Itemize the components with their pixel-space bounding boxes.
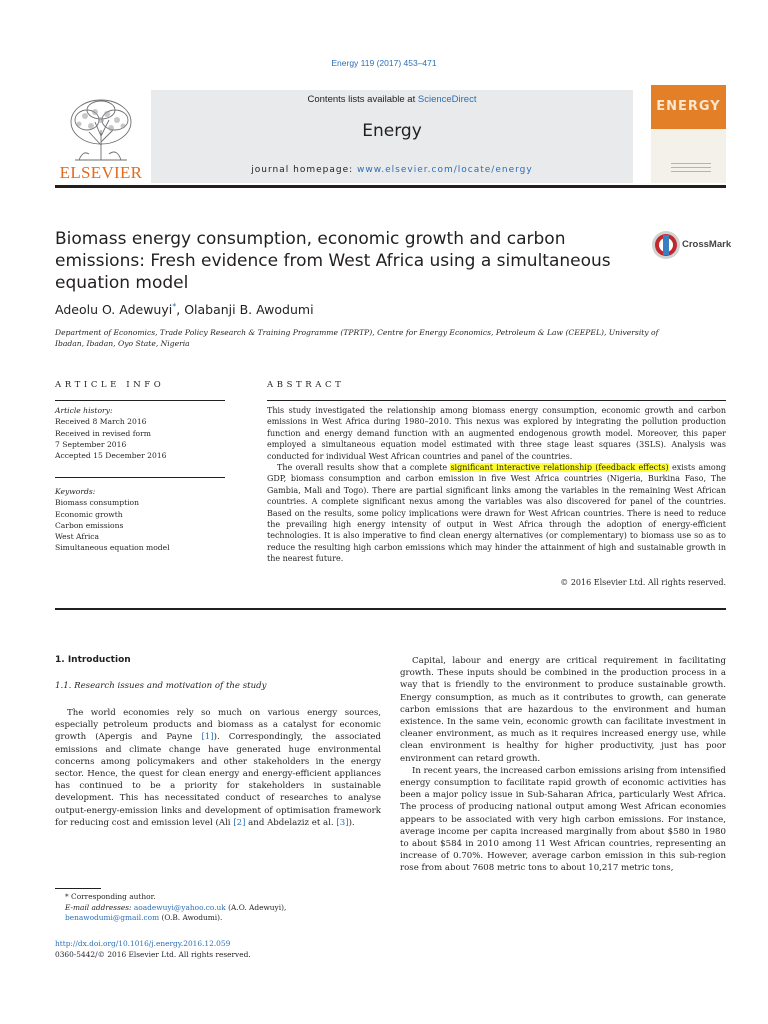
issn-copyright: 0360-5442/© 2016 Elsevier Ltd. All rights reserved. [55, 949, 251, 959]
keyword-item: Carbon emissions [55, 520, 124, 530]
citation-link[interactable]: [2] [233, 817, 246, 828]
keywords [55, 486, 225, 554]
keyword-item: Economic growth [55, 509, 123, 519]
journal-header-band [151, 90, 633, 183]
highlighted-text[interactable]: significant interactive relationship (feedback effects) [450, 463, 669, 473]
crossmark-label[interactable]: CrossMark [682, 239, 732, 250]
abstract-body [267, 405, 726, 565]
abstract-rule [267, 400, 726, 401]
journal-homepage [151, 165, 633, 175]
body-text: ). [348, 817, 355, 828]
body-paragraph [55, 707, 381, 829]
body-paragraph: In recent years, the increased carbon emissions arising from intensified energy consumption to facilitate rapid growth of economic activities has been a major policy issue in Sub-Saharan Africa, particularly West Africa. The process of producing national output among West African economies appears to be associated with very high carbon emissions. For instance, average income per capita increased marginally from about $580 in 1980 to about $584 in 2010 among 11 West African countries, representing an increase of 0.70%. However, average carbon emission in this sub-region rose from about 7608 metric tons to about 10,217 metric tons, [400, 765, 726, 874]
abstract-heading: ABSTRACT [267, 380, 345, 390]
article-history [55, 405, 225, 461]
keywords-label: Keywords: [55, 487, 96, 496]
email-link[interactable]: aoadewuyi@yahoo.co.uk [133, 902, 226, 912]
journal-name: Energy [362, 121, 422, 141]
body-text: and Abdelaziz et al. [245, 817, 337, 828]
history-item: Received in revised form [55, 428, 151, 438]
body-text: The world economies rely so much on various energy sources, especially petroleum products and biomass as a catalyst for economic growth (Apergis and Payne [55, 708, 381, 743]
homepage-prefix: journal homepage: [251, 165, 358, 175]
footnote-rule [55, 888, 101, 889]
author-list [55, 302, 314, 317]
keyword-item: Simultaneous equation model [55, 543, 170, 553]
contents-availability [151, 94, 633, 105]
citation-link[interactable]: [1] [201, 732, 214, 743]
keyword-item: Biomass consumption [55, 498, 140, 508]
abstract-text: The overall results show that a complete [277, 463, 451, 473]
subsection-heading: 1.1. Research issues and motivation of the study [55, 681, 267, 691]
homepage-link[interactable]: www.elsevier.com/locate/energy [357, 165, 533, 175]
sciencedirect-link[interactable]: ScienceDirect [417, 94, 477, 105]
header-rule [55, 185, 726, 188]
citation-link[interactable]: [3] [336, 817, 349, 828]
history-item: Accepted 15 December 2016 [55, 451, 167, 461]
cover-text-lines [671, 163, 711, 175]
abstract-paragraph [267, 462, 726, 565]
abstract-paragraph: This study investigated the relationship among biomass energy consumption, economic growth and carbon emissions in West Africa during 1980–2010. This nexus was explored by integrating the pollution production function and energy demand function with an augmented endogenous growth model. Moreover, this paper employed a simultaneous equation model estimated with three stage least squares (3SLS). Analysis was conducted for individual West African countries and panel of the countries. [267, 406, 726, 461]
keywords-rule [55, 477, 225, 478]
abstract-copyright: © 2016 Elsevier Ltd. All rights reserved. [560, 578, 726, 587]
right-column-text [400, 655, 726, 875]
abstract-text: exists among GDP, biomass consumption and carbon emission in five West Africa countries (Nigeria, Burkina Faso, The Gambia, Mali and Togo). There are partial significant links among the variables in the remaining West African countries. A complete significant nexus among the variables was also discovered for panel of the countries. Based on the results, some policy implications were drawn for West African countries. There is need to reduce the prevailing high energy intensity of output in West Africa through the adoption of energy-efficient technologies. It is also imperative to find clean energy alternatives (or complementary) to biomass use so as to reduce the resulting high carbon emissions which may hinder the attainment of high and sustainable growth in the nearest future. [267, 463, 726, 564]
contents-prefix: Contents lists available at [307, 94, 418, 105]
email-owner: (A.O. Adewuyi), [225, 902, 287, 912]
cover-title: ENERGY [656, 99, 721, 114]
abstract-bottom-rule [55, 608, 726, 610]
email-addresses [55, 903, 381, 924]
history-item: 7 September 2016 [55, 439, 127, 449]
author-name: Olabanji B. Awodumi [184, 302, 314, 318]
footnote [55, 892, 381, 924]
journal-cover-image [651, 85, 726, 183]
email-link[interactable]: benawodumi@gmail.com [65, 913, 160, 922]
email-owner: (O.B. Awodumi). [159, 913, 223, 922]
author-affiliation: Department of Economics, Trade Policy Research & Training Programme (TPRTP), Centre for Energy Economics, Petroleum & Law (CEEPEL), University of Ibadan, Ibadan, Oyo State, Nigeria [55, 328, 659, 348]
info-rule [55, 400, 225, 401]
body-text: ). Correspondingly, the associated emissions and climate change have generated huge environmental concerns among policymakers and other stakeholders in the energy sector. Hence, the quest for clean energy and energy-efficient appliances has continued to be a priority for stakeholders in sustainable development. This has necessitated conduct of researches to analyse output-energy-emission links and development of optimisation framework for reducing cost and emission level (Ali [55, 732, 381, 828]
history-label: Article history: [55, 406, 113, 415]
corresponding-author-note: * Corresponding author. [65, 892, 156, 901]
doi-link[interactable]: http://dx.doi.org/10.1016/j.energy.2016.12.059 [55, 939, 231, 948]
doi-block [55, 939, 251, 960]
email-label: E-mail addresses: [65, 902, 134, 912]
article-title: Biomass energy consumption, economic growth and carbon emissions: Fresh evidence from West Africa using a simultaneous equation model [55, 229, 611, 293]
corresponding-author-mark[interactable]: * [172, 302, 177, 311]
body-paragraph: Capital, labour and energy are critical requirement in facilitating growth. These inputs should be combined in the production process in a way that is friendly to the environment to produce sustainable growth. Energy consumption, as much as it contributes to growth, can generate carbon emissions that are hazardous to the environment and human existence. In the same vein, economic growth can facilitate investment in cleaner environment, as much as it requires increased energy use, while clean environment is healthy for higher productivity, just has poor environment can retard growth. [400, 656, 726, 764]
history-item: Received 8 March 2016 [55, 417, 147, 427]
author-separator: , [176, 302, 185, 318]
article-info-heading: ARTICLE INFO [55, 380, 165, 390]
keyword-item: West Africa [55, 532, 100, 542]
author-name: Adeolu O. Adewuyi [55, 302, 173, 318]
section-heading: 1. Introduction [55, 655, 131, 665]
elsevier-wordmark: ELSEVIER [59, 163, 143, 182]
left-column-text [55, 707, 381, 829]
journal-citation[interactable]: Energy 119 (2017) 453–471 [331, 58, 437, 68]
